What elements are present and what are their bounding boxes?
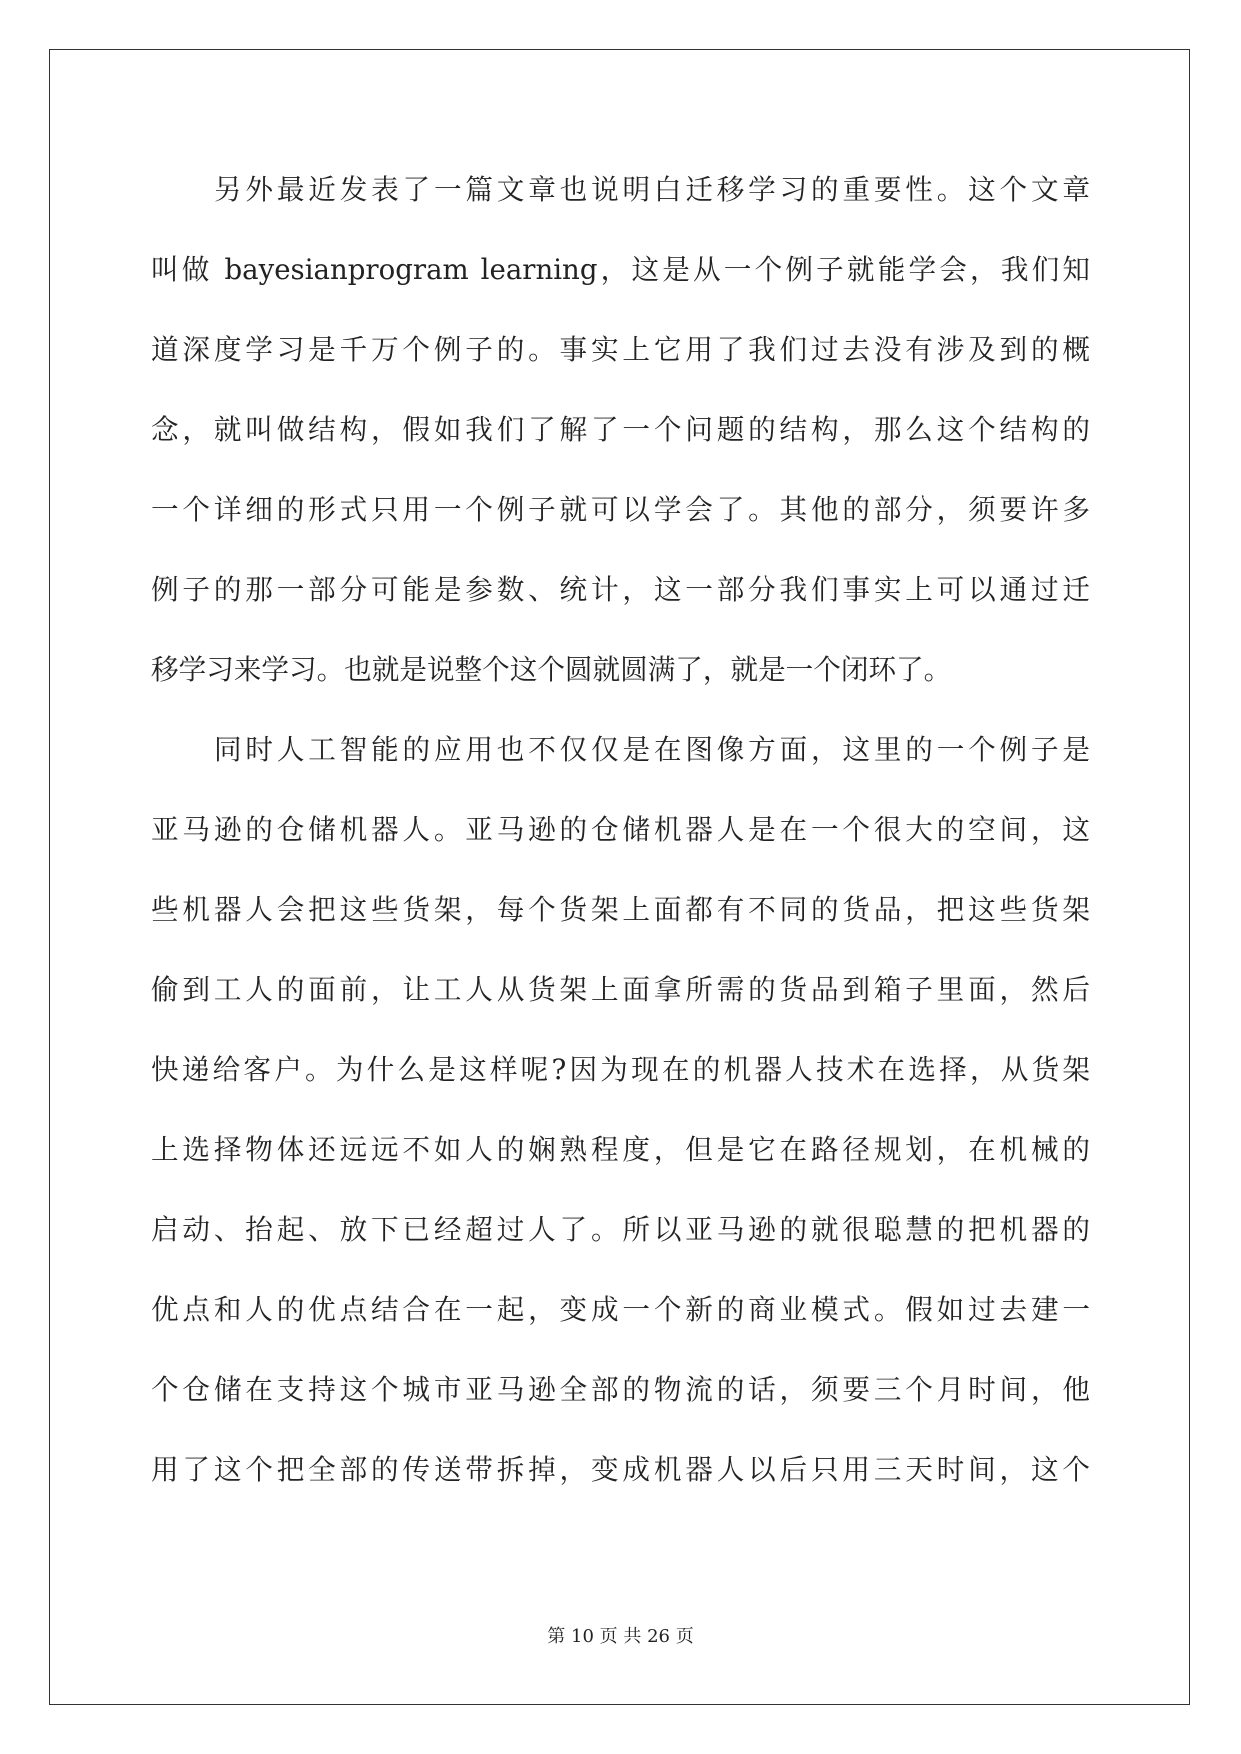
paragraph-2-line-8: 优点和人的优点结合在一起，变成一个新的商业模式。假如过去建一 — [151, 1293, 1090, 1326]
paragraph-2-line-4: 偷到工人的面前，让工人从货架上面拿所需的货品到箱子里面，然后 — [151, 973, 1090, 1006]
paragraph-2-line-3: 些机器人会把这些货架，每个货架上面都有不同的货品，把这些货架 — [151, 893, 1090, 926]
paragraph-2-line-9: 个仓储在支持这个城市亚马逊全部的物流的话，须要三个月时间，他 — [151, 1373, 1090, 1406]
paragraph-2-line-10: 用了这个把全部的传送带拆掉，变成机器人以后只用三天时间，这个 — [151, 1453, 1090, 1486]
paragraph-1-line-4: 念，就叫做结构，假如我们了解了一个问题的结构，那么这个结构的 — [151, 413, 1090, 446]
page-number-footer: 第 10 页 共 26 页 — [547, 1626, 694, 1647]
paragraph-2-line-1: 同时人工智能的应用也不仅仅是在图像方面，这里的一个例子是 — [214, 733, 1090, 766]
paragraph-1-line-7: 移学习来学习。也就是说整个这个圆就圆满了，就是一个闭环了。 — [151, 653, 952, 686]
paragraph-2-line-6: 上选择物体还远远不如人的娴熟程度，但是它在路径规划，在机械的 — [151, 1133, 1090, 1166]
paragraph-1-line-2: 叫做 bayesianprogram learning，这是从一个例子就能学会，我们知 — [151, 253, 1090, 286]
paragraph-2-line-7: 启动、抬起、放下已经超过人了。所以亚马逊的就很聪慧的把机器的 — [151, 1213, 1090, 1246]
paragraph-1-line-3: 道深度学习是千万个例子的。事实上它用了我们过去没有涉及到的概 — [151, 333, 1090, 366]
paragraph-1-line-5: 一个详细的形式只用一个例子就可以学会了。其他的部分，须要许多 — [151, 493, 1090, 526]
paragraph-1-line-1: 另外最近发表了一篇文章也说明白迁移学习的重要性。这个文章 — [214, 173, 1090, 206]
paragraph-1-line-6: 例子的那一部分可能是参数、统计，这一部分我们事实上可以通过迁 — [151, 573, 1090, 606]
paragraph-2-line-2: 亚马逊的仓储机器人。亚马逊的仓储机器人是在一个很大的空间，这 — [151, 813, 1090, 846]
paragraph-2-line-5: 快递给客户。为什么是这样呢?因为现在的机器人技术在选择，从货架 — [151, 1053, 1090, 1086]
